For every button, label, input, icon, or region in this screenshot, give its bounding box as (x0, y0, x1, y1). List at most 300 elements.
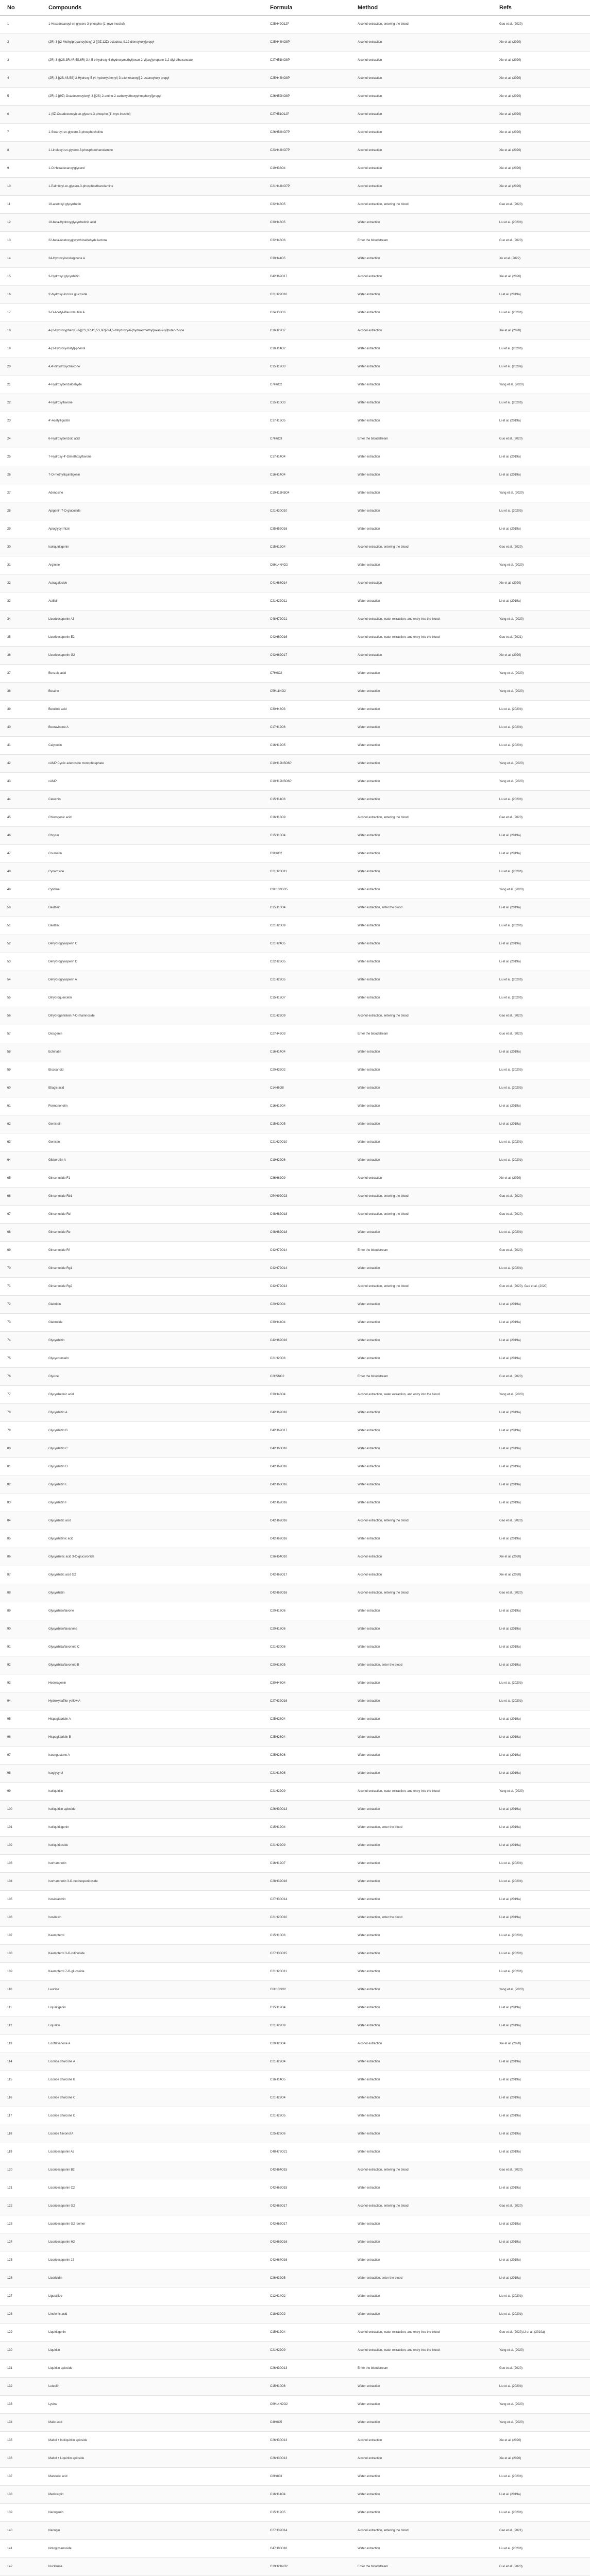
cell-method: Water extraction (350, 2143, 492, 2161)
cell-method: Water extraction (350, 683, 492, 701)
cell-method: Water extraction (350, 1728, 492, 1747)
cell-refs: Xie et al. (2020) (492, 88, 590, 106)
table-row (0, 1927, 590, 1945)
cell-refs: Li et al. (2019a) (492, 2269, 590, 2287)
table-row (0, 268, 590, 286)
cell-method: Alcohol extraction (350, 322, 492, 340)
cell-formula: C42H64O15 (263, 2161, 350, 2179)
cell-compound: (2R)-3-[(2S,4S,5S)-2-Hydroxy-5-(4-hydroxyphenyl)-3-oxohexanoyl]-2-octanoyloxy propyl (41, 70, 263, 88)
cell-compound: Benzoic acid (41, 665, 263, 683)
cell-no: 63 (0, 1133, 41, 1151)
cell-refs: Li et al. (2019a) (492, 1909, 590, 1927)
cell-compound: Isoliquiritin (41, 1783, 263, 1801)
cell-formula: C21H20O11 (263, 863, 350, 881)
cell-compound: Betaine (41, 683, 263, 701)
cell-no: 96 (0, 1728, 41, 1747)
cell-compound: Kaempferol 7-O-glucoside (41, 1963, 263, 1981)
cell-no: 111 (0, 1999, 41, 2017)
table-row (0, 1079, 590, 1097)
cell-no: 30 (0, 538, 41, 556)
table-row (0, 2233, 590, 2251)
cell-refs: Xie et al. (2020) (492, 1566, 590, 1584)
cell-compound: Liquiritin apioside (41, 2360, 263, 2378)
table-row (0, 971, 590, 989)
cell-no: 103 (0, 1855, 41, 1873)
cell-refs: Li et al. (2019a) (492, 2215, 590, 2233)
cell-refs: Li et al. (2019a) (492, 1710, 590, 1728)
table-row (0, 2360, 590, 2378)
cell-no: 74 (0, 1332, 41, 1350)
cell-formula: C15H10O5 (263, 1115, 350, 1133)
cell-no: 20 (0, 358, 41, 376)
cell-no: 59 (0, 1061, 41, 1079)
cell-formula: C15H12O4 (263, 2324, 350, 2342)
cell-no: 107 (0, 1927, 41, 1945)
cell-no: 84 (0, 1512, 41, 1530)
cell-refs: Li et al. (2019a) (492, 1476, 590, 1494)
cell-formula: C30H44O5 (263, 250, 350, 268)
cell-method: Water extraction (350, 2396, 492, 2414)
cell-method: Water extraction (350, 2540, 492, 2558)
cell-formula: C16H22O7 (263, 322, 350, 340)
cell-no: 46 (0, 827, 41, 845)
cell-no: 133 (0, 2396, 41, 2414)
cell-refs: Liu et al. (2020b) (492, 1224, 590, 1242)
table-row (0, 791, 590, 809)
cell-method: Alcohol extraction (350, 88, 492, 106)
cell-refs: Li et al. (2019a) (492, 1115, 590, 1133)
cell-refs: Liu et al. (2020b) (492, 791, 590, 809)
cell-method: Water extraction, enter the blood (350, 2269, 492, 2287)
cell-formula: C12H14O2 (263, 2287, 350, 2306)
cell-refs: Gao et al. (2020) (492, 809, 590, 827)
table-row (0, 160, 590, 178)
cell-refs: Li et al. (2019a) (492, 899, 590, 917)
cell-no: 42 (0, 755, 41, 773)
cell-refs: Li et al. (2019a) (492, 1747, 590, 1765)
cell-no: 81 (0, 1458, 41, 1476)
cell-refs: Gao et al. (2020) (492, 1188, 590, 1206)
cell-compound: Astragaloside (41, 574, 263, 592)
cell-formula: C32H48O5 (263, 196, 350, 214)
cell-refs: Gao et al. (2020) (492, 1007, 590, 1025)
cell-formula: C10H12N5O6P (263, 755, 350, 773)
cell-method: Alcohol extraction, entering the blood (350, 2161, 492, 2179)
cell-formula: C6H14N4O2 (263, 556, 350, 574)
cell-method: Water extraction (350, 1891, 492, 1909)
cell-compound: Astilbin (41, 592, 263, 611)
cell-method: Water extraction (350, 1350, 492, 1368)
cell-formula: C7H6O2 (263, 376, 350, 394)
cell-no: 122 (0, 2197, 41, 2215)
cell-compound: Glycyrrhizin D (41, 1458, 263, 1476)
cell-refs: Li et al. (2019a) (492, 1999, 590, 2017)
cell-method: Water extraction (350, 1981, 492, 1999)
cell-refs: Liu et al. (2020b) (492, 502, 590, 520)
cell-formula: C15H12O4 (263, 1819, 350, 1837)
table-row (0, 70, 590, 88)
cell-no: 3 (0, 52, 41, 70)
cell-refs: Yang et al. (2020) (492, 2414, 590, 2432)
cell-formula: C20H20O4 (263, 1296, 350, 1314)
cell-refs: Li et al. (2019a) (492, 2107, 590, 2125)
cell-method: Alcohol extraction (350, 1548, 492, 1566)
cell-no: 83 (0, 1494, 41, 1512)
table-row (0, 2432, 590, 2450)
cell-compound: Licoricesaponin J2 (41, 2251, 263, 2269)
cell-formula: C42H62O16 (263, 1584, 350, 1602)
cell-refs: Yang et al. (2020) (492, 1386, 590, 1404)
cell-refs: Yang et al. (2020) (492, 683, 590, 701)
cell-refs: Li et al. (2019a) (492, 2071, 590, 2089)
cell-refs: Li et al. (2019a) (492, 1638, 590, 1656)
cell-no: 44 (0, 791, 41, 809)
table-row (0, 376, 590, 394)
table-row (0, 899, 590, 917)
table-row (0, 1674, 590, 1692)
cell-no: 82 (0, 1476, 41, 1494)
cell-method: Water extraction (350, 1097, 492, 1115)
cell-formula: C21H20O10 (263, 1909, 350, 1927)
cell-formula: C21H22O4 (263, 2053, 350, 2071)
cell-no: 93 (0, 1674, 41, 1692)
cell-no: 97 (0, 1747, 41, 1765)
table-row (0, 2179, 590, 2197)
cell-formula: C42H62O16 (263, 1404, 350, 1422)
cell-refs: Liu et al. (2020b) (492, 340, 590, 358)
cell-refs: Xie et al. (2020) (492, 268, 590, 286)
cell-refs: Gao et al. (2020) (492, 1512, 590, 1530)
cell-no: 60 (0, 1079, 41, 1097)
header-no: No (0, 0, 41, 15)
cell-formula: C21H22O5 (263, 971, 350, 989)
cell-refs: Li et al. (2019a) (492, 412, 590, 430)
cell-compound: 3-O-Acetyl-Pleuromutilin A (41, 304, 263, 322)
cell-refs: Li et al. (2019a) (492, 2053, 590, 2071)
table-row (0, 1097, 590, 1115)
cell-formula: C42H62O16 (263, 1494, 350, 1512)
cell-refs: Li et al. (2019a) (492, 2179, 590, 2197)
cell-no: 13 (0, 232, 41, 250)
cell-formula: C21H22O9 (263, 1837, 350, 1855)
cell-refs: Xie et al. (2020) (492, 106, 590, 124)
cell-refs: Gao et al. (2021) (492, 629, 590, 647)
table-row (0, 989, 590, 1007)
cell-compound: 1-Palmitoyl-sn-glycero-3-phosphoethanolamine (41, 178, 263, 196)
cell-method: Water extraction, enter the blood (350, 1909, 492, 1927)
table-row (0, 232, 590, 250)
cell-compound: Liquiritigenin (41, 1999, 263, 2017)
cell-compound: 4,4'-dihydroxychalcone (41, 358, 263, 376)
table-row (0, 701, 590, 719)
table-row (0, 2269, 590, 2287)
cell-refs: Li et al. (2019a) (492, 1440, 590, 1458)
cell-compound: Licoricesaponin G2 (41, 2197, 263, 2215)
cell-refs: Li et al. (2019a) (492, 466, 590, 484)
cell-method: Alcohol extraction (350, 142, 492, 160)
cell-refs: Li et al. (2019a) (492, 2233, 590, 2251)
cell-no: 11 (0, 196, 41, 214)
table-row (0, 1783, 590, 1801)
table-row (0, 1638, 590, 1656)
table-row (0, 412, 590, 430)
table-row (0, 502, 590, 520)
cell-no: 67 (0, 1206, 41, 1224)
cell-formula: C4H6O5 (263, 2414, 350, 2432)
cell-method: Water extraction (350, 2251, 492, 2269)
cell-formula: C9H6O2 (263, 845, 350, 863)
cell-method: Water extraction (350, 827, 492, 845)
cell-compound: 7-O-methylliquiritigenin (41, 466, 263, 484)
table-row (0, 1025, 590, 1043)
cell-no: 140 (0, 2522, 41, 2540)
table-row (0, 52, 590, 70)
cell-no: 112 (0, 2017, 41, 2035)
cell-refs: Xie et al. (2020) (492, 124, 590, 142)
cell-formula: C21H20O11 (263, 1963, 350, 1981)
table-row (0, 1151, 590, 1170)
table-row (0, 196, 590, 214)
cell-compound: 6-Hydroxybenzoic acid (41, 430, 263, 448)
cell-method: Water extraction (350, 2378, 492, 2396)
table-row (0, 142, 590, 160)
cell-compound: Hispaglabridin B (41, 1728, 263, 1747)
cell-formula: C21H20O6 (263, 1638, 350, 1656)
cell-method: Water extraction (350, 1963, 492, 1981)
table-row (0, 1332, 590, 1350)
cell-method: Alcohol extraction, water extraction, and entry into the blood (350, 611, 492, 629)
cell-no: 9 (0, 160, 41, 178)
cell-no: 88 (0, 1584, 41, 1602)
cell-method: Water extraction, enter the blood (350, 1656, 492, 1674)
cell-method: Water extraction (350, 448, 492, 466)
cell-compound: Licorice chalcone B (41, 2071, 263, 2089)
cell-method: Alcohol extraction, entering the blood (350, 538, 492, 556)
cell-refs: Liu et al. (2020b) (492, 1963, 590, 1981)
cell-no: 50 (0, 899, 41, 917)
cell-formula: C27H32O16 (263, 1692, 350, 1710)
table-row (0, 484, 590, 502)
cell-method: Water extraction (350, 1602, 492, 1620)
table-row (0, 773, 590, 791)
table-row (0, 1368, 590, 1386)
cell-formula: C19H21NO2 (263, 2558, 350, 2576)
cell-formula: C15H10O6 (263, 1927, 350, 1945)
cell-refs: Liu et al. (2020b) (492, 719, 590, 737)
cell-method: Water extraction (350, 520, 492, 538)
cell-formula: C26H54NO7P (263, 124, 350, 142)
cell-formula: C47H80O18 (263, 2540, 350, 2558)
cell-no: 4 (0, 70, 41, 88)
cell-method: Water extraction (350, 1801, 492, 1819)
cell-method: Enter the bloodstream (350, 1242, 492, 1260)
cell-compound: Glabrolide (41, 1314, 263, 1332)
cell-compound: Malic acid (41, 2414, 263, 2432)
cell-formula: C25H48NO8P (263, 70, 350, 88)
table-row (0, 1170, 590, 1188)
cell-no: 86 (0, 1548, 41, 1566)
cell-compound: Betulinic acid (41, 701, 263, 719)
cell-refs: Gao et al. (2020) (492, 538, 590, 556)
cell-refs: Yang et al. (2020) (492, 1981, 590, 1999)
cell-refs: Li et al. (2019a) (492, 953, 590, 971)
cell-compound: Coumarin (41, 845, 263, 863)
cell-no: 98 (0, 1765, 41, 1783)
cell-no: 127 (0, 2287, 41, 2306)
cell-formula: C28H32O16 (263, 1873, 350, 1891)
cell-refs: Guo et al. (2020) (492, 1025, 590, 1043)
cell-method: Alcohol extraction, water extraction, and entry into the blood (350, 629, 492, 647)
table-row (0, 1458, 590, 1476)
cell-formula: C21H22O9 (263, 2342, 350, 2360)
cell-no: 35 (0, 629, 41, 647)
cell-method: Water extraction (350, 1332, 492, 1350)
cell-no: 123 (0, 2215, 41, 2233)
cell-method: Alcohol extraction, entering the blood (350, 1007, 492, 1025)
cell-refs: Guo et al. (2020),Li et al. (2019a) (492, 2324, 590, 2342)
cell-formula: C25H26O6 (263, 2125, 350, 2143)
cell-formula: C17H14O4 (263, 448, 350, 466)
cell-refs: Liu et al. (2020b) (492, 2287, 590, 2306)
cell-formula: C21H20O9 (263, 917, 350, 935)
cell-no: 31 (0, 556, 41, 574)
cell-refs: Liu et al. (2020b) (492, 1260, 590, 1278)
cell-method: Alcohol extraction, water extraction, and entry into the blood (350, 2342, 492, 2360)
table-row (0, 33, 590, 52)
cell-formula: C25H48NO8P (263, 33, 350, 52)
cell-compound: 4-Hydroxybenzaldehyde (41, 376, 263, 394)
table-row (0, 1530, 590, 1548)
cell-no: 53 (0, 953, 41, 971)
cell-refs: Liu et al. (2020b) (492, 2468, 590, 2486)
cell-method: Enter the bloodstream (350, 1025, 492, 1043)
cell-method: Water extraction (350, 2215, 492, 2233)
cell-formula: C27H30O14 (263, 1891, 350, 1909)
cell-compound: Glycycoumarin (41, 1350, 263, 1368)
cell-no: 125 (0, 2251, 41, 2269)
cell-method: Water extraction (350, 2071, 492, 2089)
table-row (0, 1873, 590, 1891)
cell-method: Water extraction (350, 214, 492, 232)
cell-no: 114 (0, 2053, 41, 2071)
cell-compound: Dihydrogenistein 7-O-rhamnoside (41, 1007, 263, 1025)
cell-refs: Xie et al. (2020) (492, 1548, 590, 1566)
table-row (0, 2053, 590, 2071)
cell-compound: Dehydroglyasperin D (41, 953, 263, 971)
cell-refs: Yang et al. (2020) (492, 2396, 590, 2414)
cell-method: Water extraction (350, 953, 492, 971)
cell-refs: Yang et al. (2020) (492, 2342, 590, 2360)
cell-refs: Liu et al. (2020b) (492, 863, 590, 881)
cell-no: 92 (0, 1656, 41, 1674)
cell-compound: Licorice chalcone D (41, 2107, 263, 2125)
cell-refs: Yang et al. (2020) (492, 1783, 590, 1801)
cell-formula: C30H46O4 (263, 1386, 350, 1404)
header-formula: Formula (263, 0, 350, 15)
cell-method: Water extraction (350, 1945, 492, 1963)
cell-refs: Gao et al. (2020) (492, 1206, 590, 1224)
table-row (0, 2486, 590, 2504)
cell-no: 57 (0, 1025, 41, 1043)
cell-formula: C30H48O4 (263, 1674, 350, 1692)
cell-compound: Glycine (41, 1368, 263, 1386)
cell-no: 76 (0, 1368, 41, 1386)
cell-compound: Arginine (41, 556, 263, 574)
table-row (0, 1224, 590, 1242)
cell-compound: Daidzin (41, 917, 263, 935)
cell-method: Water extraction (350, 1855, 492, 1873)
cell-no: 33 (0, 592, 41, 611)
cell-refs: Xie et al. (2020) (492, 178, 590, 196)
cell-refs: Li et al. (2019a) (492, 592, 590, 611)
cell-compound: Isorhamnetin 3-O-neohesperidoside (41, 1873, 263, 1891)
cell-formula: C20H16O6 (263, 1602, 350, 1620)
cell-no: 1 (0, 15, 41, 33)
cell-compound: Isoliquiritin apioside (41, 1801, 263, 1819)
table-row (0, 611, 590, 629)
table-row (0, 1386, 590, 1404)
table-row (0, 2504, 590, 2522)
cell-refs: Guo et al. (2020) (492, 2360, 590, 2378)
cell-compound: Licoricesaponin H2 (41, 2233, 263, 2251)
cell-method: Alcohol extraction (350, 106, 492, 124)
table-row (0, 2197, 590, 2215)
cell-refs: Xie et al. (2020) (492, 322, 590, 340)
cell-formula: C16H14O5 (263, 2071, 350, 2089)
cell-formula: C21H22O5 (263, 2107, 350, 2125)
table-row (0, 1494, 590, 1512)
table-row (0, 1188, 590, 1206)
cell-no: 14 (0, 250, 41, 268)
cell-no: 29 (0, 520, 41, 538)
cell-formula: C42H72O13 (263, 1278, 350, 1296)
table-row (0, 1512, 590, 1530)
cell-method: Water extraction (350, 1873, 492, 1891)
cell-formula: C25H26O4 (263, 1728, 350, 1747)
table-row (0, 2324, 590, 2342)
table-row (0, 448, 590, 466)
cell-refs: Liu et al. (2020b) (492, 1079, 590, 1097)
cell-refs: Li et al. (2019a) (492, 1494, 590, 1512)
table-row (0, 1819, 590, 1837)
cell-method: Water extraction (350, 1638, 492, 1656)
cell-refs: Gao et al. (2020) (492, 2197, 590, 2215)
cell-formula: C19H38O4 (263, 160, 350, 178)
cell-formula: C16H12O5 (263, 737, 350, 755)
cell-formula: C15H12O4 (263, 1999, 350, 2017)
cell-method: Water extraction (350, 2179, 492, 2197)
cell-compound: Licorice chalcone A (41, 2053, 263, 2071)
cell-refs: Li et al. (2019a) (492, 2251, 590, 2269)
cell-no: 17 (0, 304, 41, 322)
cell-formula: C15H10O6 (263, 2378, 350, 2396)
table-row (0, 2071, 590, 2089)
cell-method: Water extraction (350, 2306, 492, 2324)
cell-method: Alcohol extraction, water extraction, and entry into the blood (350, 1783, 492, 1801)
cell-no: 69 (0, 1242, 41, 1260)
cell-compound: Leucine (41, 1981, 263, 1999)
cell-formula: C15H12O3 (263, 358, 350, 376)
table-row (0, 719, 590, 737)
cell-formula: C42H60O16 (263, 1440, 350, 1458)
cell-refs: Li et al. (2019a) (492, 1765, 590, 1783)
cell-formula: C25H26O6 (263, 1747, 350, 1765)
cell-formula: C26H30O13 (263, 1801, 350, 1819)
cell-no: 130 (0, 2342, 41, 2360)
cell-compound: Notoginsenoside (41, 2540, 263, 2558)
cell-formula: C15H10O3 (263, 394, 350, 412)
cell-no: 141 (0, 2540, 41, 2558)
